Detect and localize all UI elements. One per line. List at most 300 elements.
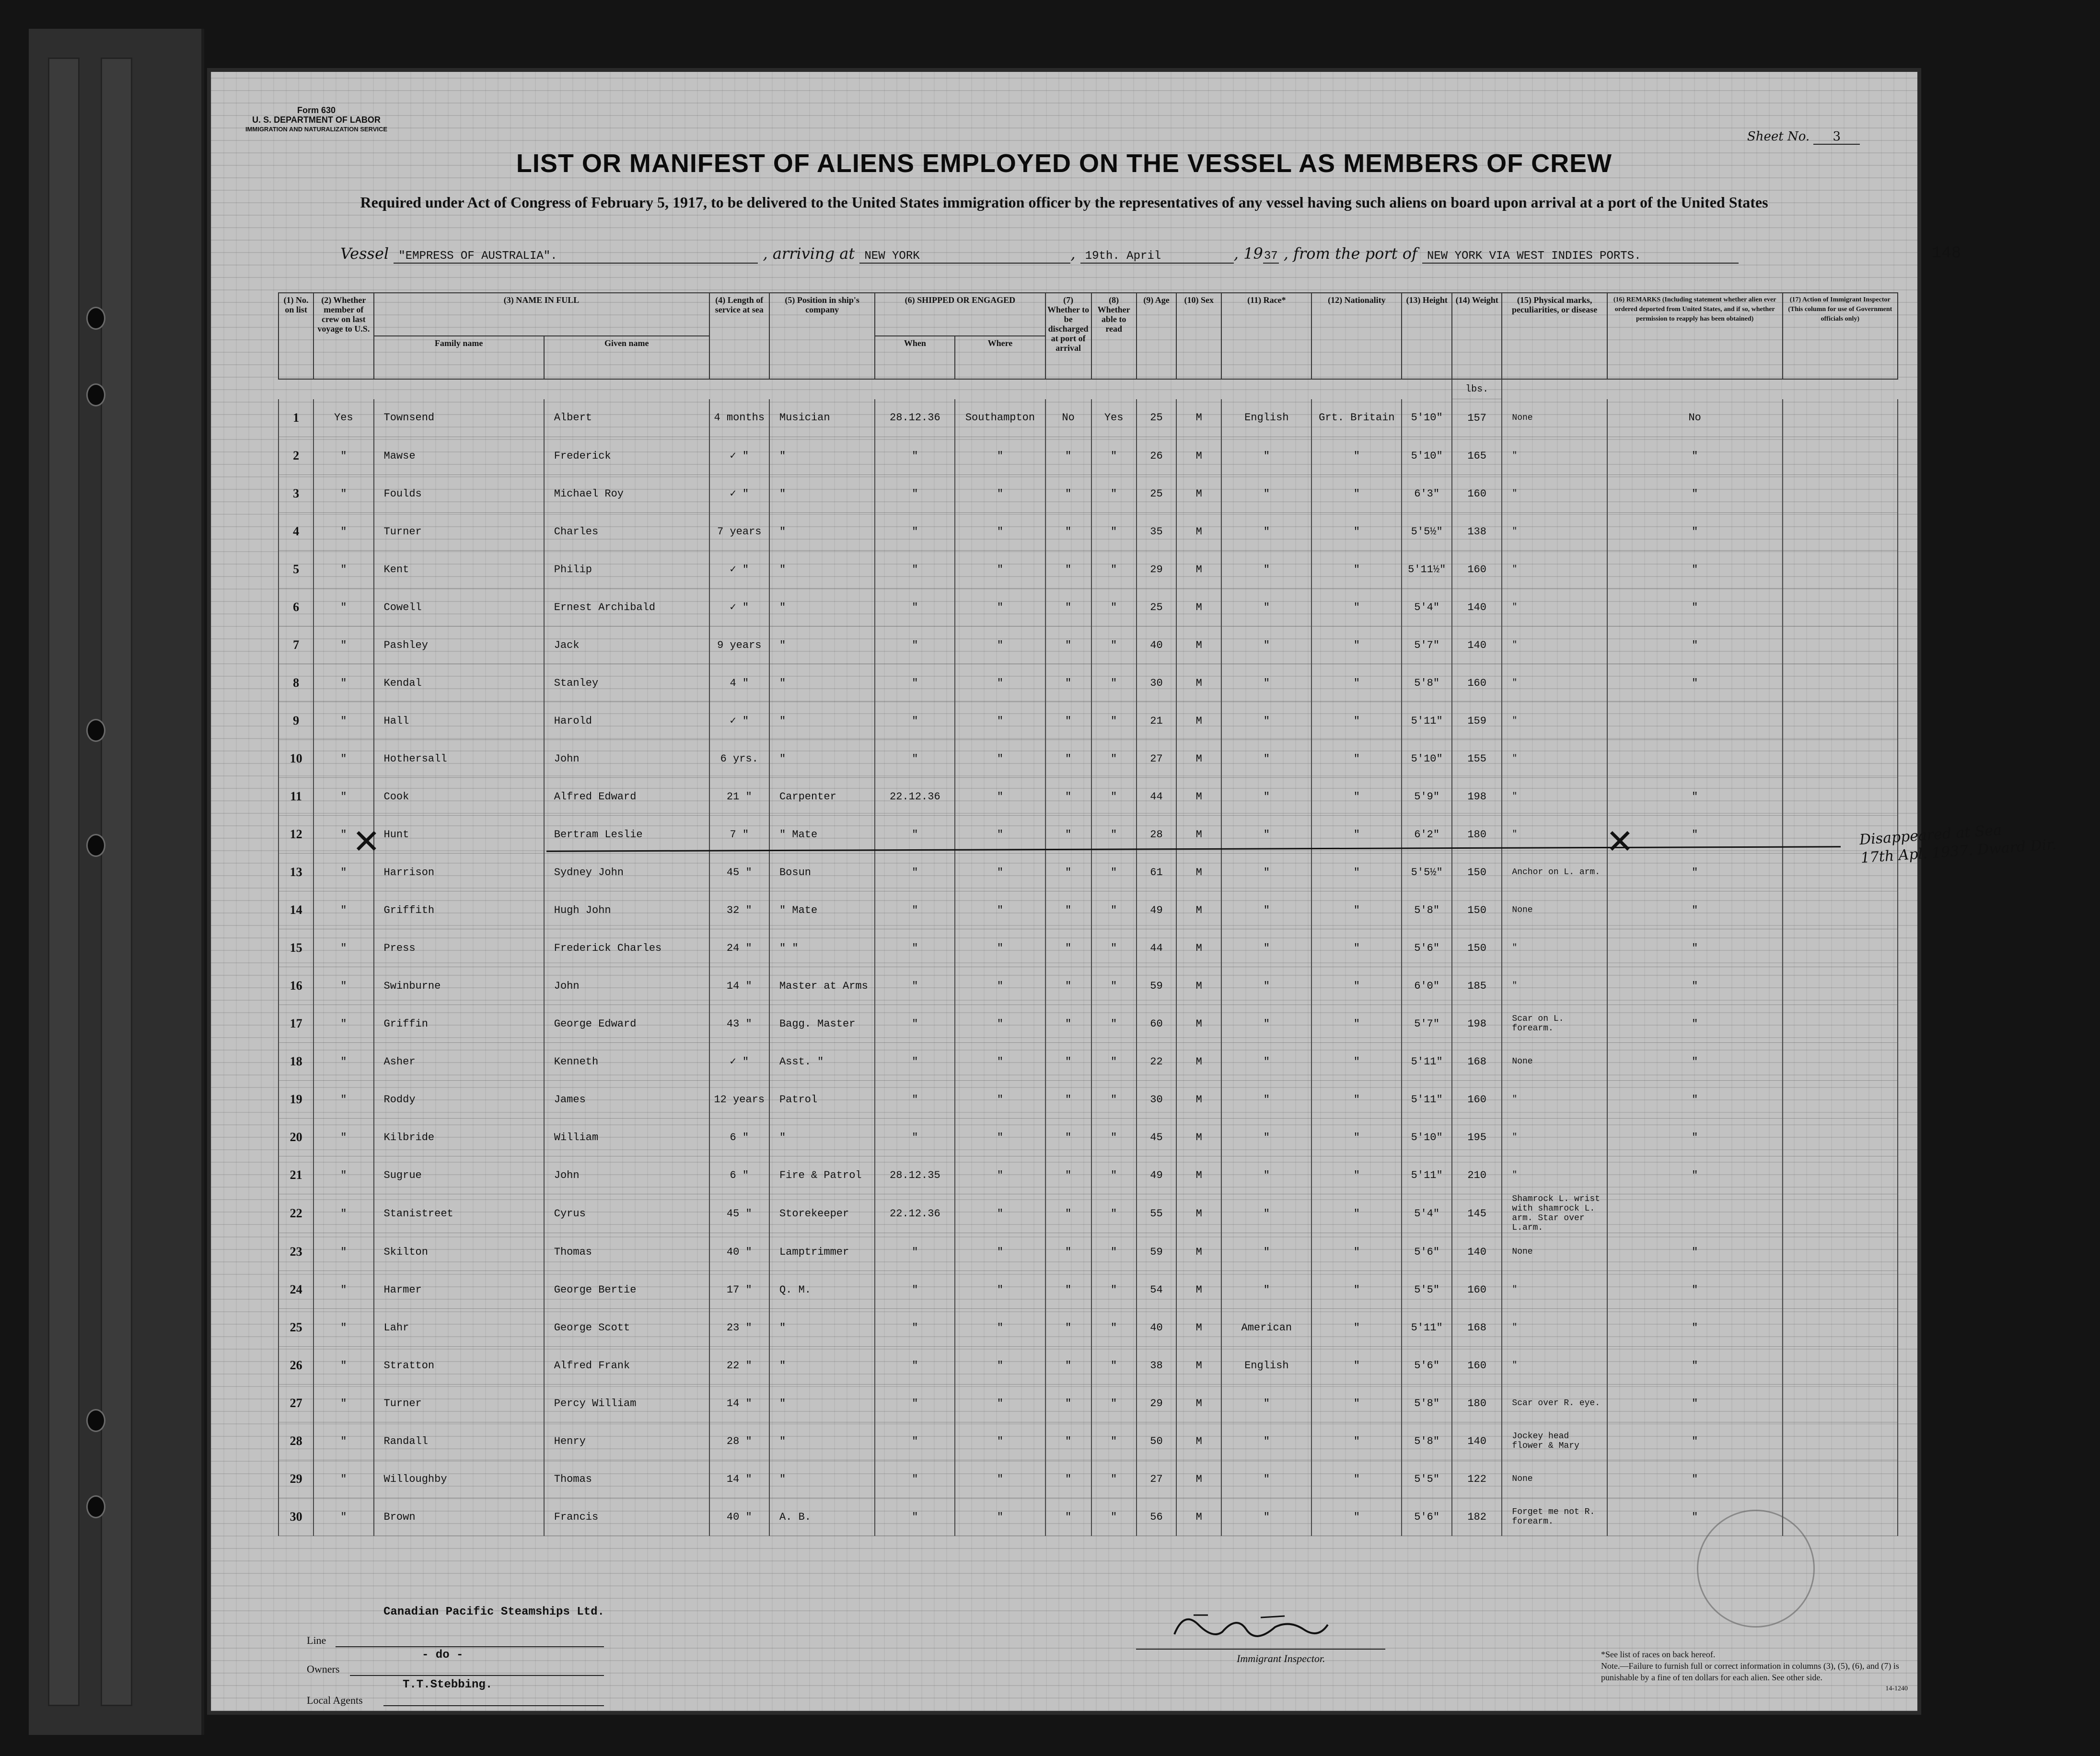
cell-given: Albert (544, 399, 709, 437)
cell-given: Thomas (544, 1460, 709, 1498)
cell-service: 24 " (709, 929, 769, 967)
cell-age: 26 (1137, 437, 1177, 475)
cell-disch: " (1045, 626, 1091, 664)
cell-weight: 160 (1452, 664, 1502, 702)
cell-age: 45 (1137, 1119, 1177, 1156)
cell-read: " (1091, 475, 1137, 513)
cell-where: " (955, 816, 1045, 854)
cell-sex: M (1176, 1498, 1221, 1536)
cell-race: English (1221, 1347, 1311, 1385)
cell-marks: None (1502, 1043, 1607, 1081)
cell-position: Q. M. (769, 1271, 875, 1309)
cell-nat: " (1311, 664, 1402, 702)
cell-where: " (955, 1422, 1045, 1460)
cell-height: 6'0" (1402, 967, 1451, 1005)
cell-action (1783, 1005, 1898, 1043)
table-row (278, 967, 1898, 1005)
cell-position: Bosun (769, 854, 875, 891)
cell-race: " (1221, 1156, 1311, 1194)
cell-height: 5'10" (1402, 437, 1451, 475)
cell-where: " (955, 1385, 1045, 1422)
punch-hole (86, 719, 105, 742)
cell-remarks: " (1607, 1156, 1783, 1194)
cell-when: " (875, 891, 955, 929)
cell-sex: M (1176, 891, 1221, 929)
cell-age: 29 (1137, 551, 1177, 589)
cell-family: Swinburne (374, 967, 544, 1005)
annotation-line1: Disappeared at Sea (1858, 821, 2003, 849)
stamp-number: 148 (1932, 244, 1961, 263)
cell-height: 5'4" (1402, 589, 1451, 626)
cell-height: 5'11½" (1402, 551, 1451, 589)
cell-position: " (769, 1460, 875, 1498)
cell-race: " (1221, 1385, 1311, 1422)
races-note: *See list of races on back hereof. (1601, 1650, 1716, 1659)
cell-disch: " (1045, 1460, 1091, 1498)
cell-remarks (1607, 1194, 1783, 1233)
cell-sex: M (1176, 1347, 1221, 1385)
cell-disch: " (1045, 475, 1091, 513)
cell-age: 28 (1137, 816, 1177, 854)
cell-nat: " (1311, 1460, 1402, 1498)
cell-remarks: " (1607, 589, 1783, 626)
cell-remarks: No (1607, 399, 1783, 437)
cell-read: " (1091, 1347, 1137, 1385)
cell-race: " (1221, 1194, 1311, 1233)
cell-sex: M (1176, 702, 1221, 740)
cell-read: " (1091, 1271, 1137, 1309)
cell-where: " (955, 778, 1045, 816)
cell-family: Randall (374, 1422, 544, 1460)
cell-sex: M (1176, 1119, 1221, 1156)
cell-last: " (313, 626, 373, 664)
cell-where: " (955, 664, 1045, 702)
cell-marks: " (1502, 702, 1607, 740)
cell-marks: " (1502, 1309, 1607, 1347)
cell-nat: " (1311, 967, 1402, 1005)
cell-disch: " (1045, 1156, 1091, 1194)
cell-family: Press (374, 929, 544, 967)
agents-label: Local Agents (307, 1694, 363, 1706)
cell-family: Asher (374, 1043, 544, 1081)
cell-when: " (875, 1460, 955, 1498)
cell-read: " (1091, 1043, 1137, 1081)
cell-disch: " (1045, 664, 1091, 702)
cell-nat: " (1311, 702, 1402, 740)
cell-no: 12 (278, 816, 313, 854)
table-row (278, 1460, 1898, 1498)
cell-weight: 150 (1452, 891, 1502, 929)
table-body (278, 399, 1898, 1536)
cell-weight: 140 (1452, 1233, 1502, 1271)
cell-position: Asst. " (769, 1043, 875, 1081)
cell-action (1783, 1422, 1898, 1460)
cell-race: English (1221, 399, 1311, 437)
cell-position: " (769, 740, 875, 778)
cell-height: 5'10" (1402, 399, 1451, 437)
cell-race: " (1221, 816, 1311, 854)
cell-read: " (1091, 513, 1137, 551)
cell-given: Stanley (544, 664, 709, 702)
cell-sex: M (1176, 399, 1221, 437)
cell-weight: 140 (1452, 626, 1502, 664)
cell-where: " (955, 589, 1045, 626)
table-row (278, 626, 1898, 664)
cell-no: 11 (278, 778, 313, 816)
cell-marks: Anchor on L. arm. (1502, 854, 1607, 891)
table-row (278, 702, 1898, 740)
cell-service: 22 " (709, 1347, 769, 1385)
cell-read: " (1091, 1005, 1137, 1043)
cell-no: 22 (278, 1194, 313, 1233)
cell-read: " (1091, 1422, 1137, 1460)
cell-last: " (313, 1043, 373, 1081)
cell-no: 4 (278, 513, 313, 551)
cell-service: 45 " (709, 1194, 769, 1233)
cell-age: 30 (1137, 664, 1177, 702)
table-row (278, 1119, 1898, 1156)
cell-read: Yes (1091, 399, 1137, 437)
cell-remarks: " (1607, 816, 1783, 854)
cell-no: 6 (278, 589, 313, 626)
cell-sex: M (1176, 1156, 1221, 1194)
cell-height: 5'8" (1402, 1385, 1451, 1422)
cell-family: Brown (374, 1498, 544, 1536)
cell-action (1783, 1460, 1898, 1498)
cell-no: 17 (278, 1005, 313, 1043)
binder-fold (48, 58, 80, 1706)
cell-read: " (1091, 854, 1137, 891)
cell-where: " (955, 967, 1045, 1005)
cell-last: " (313, 1385, 373, 1422)
cell-age: 35 (1137, 513, 1177, 551)
header-remarks: (16) REMARKS (Including statement whether alien ever ordered deported from United States, and if so, whether permission to reapply has been obtained) (1607, 293, 1783, 379)
table-row (278, 1156, 1898, 1194)
cell-nat: " (1311, 475, 1402, 513)
agent-value-block (403, 1678, 492, 1691)
cell-nat: " (1311, 740, 1402, 778)
cell-position: Master at Arms (769, 967, 875, 1005)
cell-service: 6 yrs. (709, 740, 769, 778)
cell-service: 7 years (709, 513, 769, 551)
cell-read: " (1091, 891, 1137, 929)
cell-last: " (313, 702, 373, 740)
cell-given: Harold (544, 702, 709, 740)
cell-family: Harmer (374, 1271, 544, 1309)
cell-height: 6'3" (1402, 475, 1451, 513)
cell-given: Bertram Leslie (544, 816, 709, 854)
table-row (278, 1309, 1898, 1347)
cell-no: 26 (278, 1347, 313, 1385)
cell-action (1783, 1081, 1898, 1119)
header-nationality: (12) Nationality (1311, 293, 1402, 379)
agents-underline (383, 1705, 604, 1706)
cell-when: " (875, 854, 955, 891)
cell-nat: " (1311, 589, 1402, 626)
cell-nat: " (1311, 929, 1402, 967)
table-row (278, 513, 1898, 551)
cell-race: " (1221, 626, 1311, 664)
cell-last: " (313, 740, 373, 778)
cell-sex: M (1176, 740, 1221, 778)
cell-no: 27 (278, 1385, 313, 1422)
arrival-date: 19th. April (1080, 250, 1234, 264)
cell-when: " (875, 1309, 955, 1347)
cell-height: 5'5½" (1402, 854, 1451, 891)
cell-weight: 160 (1452, 551, 1502, 589)
cell-age: 25 (1137, 589, 1177, 626)
cell-given: Charles (544, 513, 709, 551)
cell-family: Kent (374, 551, 544, 589)
cell-marks: None (1502, 891, 1607, 929)
table-row (278, 551, 1898, 589)
cell-disch: " (1045, 1043, 1091, 1081)
cell-weight: 198 (1452, 1005, 1502, 1043)
cell-marks: Jockey head flower & Mary (1502, 1422, 1607, 1460)
cell-no: 20 (278, 1119, 313, 1156)
cell-age: 61 (1137, 854, 1177, 891)
cell-no: 1 (278, 399, 313, 437)
cell-height: 5'11" (1402, 1081, 1451, 1119)
cell-family: Kilbride (374, 1119, 544, 1156)
cell-service: 6 " (709, 1119, 769, 1156)
cell-last: " (313, 1156, 373, 1194)
cell-disch: " (1045, 1309, 1091, 1347)
cell-height: 5'11" (1402, 702, 1451, 740)
cell-nat: " (1311, 1156, 1402, 1194)
cell-action (1783, 437, 1898, 475)
cell-weight: 150 (1452, 854, 1502, 891)
cell-action (1783, 589, 1898, 626)
header-action: (17) Action of Immigrant Inspector (This column for use of Government officials only) (1783, 293, 1898, 379)
cell-age: 21 (1137, 702, 1177, 740)
cell-family: Hothersall (374, 740, 544, 778)
cell-where: " (955, 1119, 1045, 1156)
cell-sex: M (1176, 1005, 1221, 1043)
vessel-name: "EMPRESS OF AUSTRALIA". (394, 250, 758, 264)
cell-weight: 195 (1452, 1119, 1502, 1156)
cell-no: 19 (278, 1081, 313, 1119)
cell-family: Turner (374, 513, 544, 551)
cell-where: " (955, 1233, 1045, 1271)
print-code: 14-1240 (1885, 1685, 1908, 1692)
cell-sex: M (1176, 589, 1221, 626)
cell-sex: M (1176, 816, 1221, 854)
cell-service: 4 " (709, 664, 769, 702)
annotation-date: 17th Apl. 1937. (1860, 842, 1973, 867)
cell-age: 27 (1137, 740, 1177, 778)
cell-race: " (1221, 854, 1311, 891)
cell-where: " (955, 1005, 1045, 1043)
cell-last: " (313, 891, 373, 929)
cell-disch: " (1045, 929, 1091, 967)
cell-last: " (313, 589, 373, 626)
cell-service: ✓ " (709, 1043, 769, 1081)
agent-value: T.T.Stebbing. (403, 1678, 493, 1691)
cell-remarks: " (1607, 1081, 1783, 1119)
cell-marks: " (1502, 1081, 1607, 1119)
cell-sex: M (1176, 1233, 1221, 1271)
cell-marks: " (1502, 589, 1607, 626)
official-seal (1697, 1510, 1815, 1628)
arrival-year: 37 (1264, 250, 1278, 263)
cell-disch: " (1045, 740, 1091, 778)
cell-service: 45 " (709, 854, 769, 891)
cell-where: " (955, 551, 1045, 589)
cell-sex: M (1176, 1309, 1221, 1347)
header-read: (8) Whether able to read (1091, 293, 1137, 379)
cell-when: " (875, 589, 955, 626)
vessel-details: Vessel "EMPRESS OF AUSTRALIA". , arriving at NEW YORK , 19th. April , 1937 , from the port of NEW YORK VIA WEST INDIES PORTS. (340, 244, 1739, 264)
cell-family: Townsend (374, 399, 544, 437)
cell-remarks: " (1607, 1271, 1783, 1309)
cell-action (1783, 1233, 1898, 1271)
cell-marks: " (1502, 740, 1607, 778)
cell-position: A. B. (769, 1498, 875, 1536)
cell-service: 21 " (709, 778, 769, 816)
owners-underline (350, 1675, 604, 1676)
cell-position: " (769, 513, 875, 551)
cell-age: 27 (1137, 1460, 1177, 1498)
cell-when: " (875, 1422, 955, 1460)
cell-disch: " (1045, 1385, 1091, 1422)
cell-action (1783, 1385, 1898, 1422)
cell-no: 24 (278, 1271, 313, 1309)
cell-race: " (1221, 1005, 1311, 1043)
header-no: (1) No. on list (278, 293, 313, 379)
cell-race: " (1221, 929, 1311, 967)
cell-nat: " (1311, 854, 1402, 891)
cell-where: " (955, 1156, 1045, 1194)
cell-no: 14 (278, 891, 313, 929)
table-row (278, 778, 1898, 816)
cell-when: 22.12.36 (875, 1194, 955, 1233)
table-row (278, 1271, 1898, 1309)
cell-action (1783, 1119, 1898, 1156)
cell-race: " (1221, 1119, 1311, 1156)
cell-given: Frederick Charles (544, 929, 709, 967)
cell-age: 29 (1137, 1385, 1177, 1422)
cell-family: Hunt (374, 816, 544, 854)
owners-field (307, 1663, 339, 1675)
cell-nat: " (1311, 1194, 1402, 1233)
header-height: (13) Height (1402, 293, 1451, 379)
cell-age: 44 (1137, 778, 1177, 816)
table-row (278, 1081, 1898, 1119)
cell-given: John (544, 1156, 709, 1194)
table-header (278, 293, 1898, 399)
cell-position: " (769, 1422, 875, 1460)
cell-nat: " (1311, 778, 1402, 816)
cell-action (1783, 475, 1898, 513)
cell-given: George Scott (544, 1309, 709, 1347)
cell-given: Sydney John (544, 854, 709, 891)
cell-weight: 180 (1452, 1385, 1502, 1422)
cell-family: Kendal (374, 664, 544, 702)
cell-height: 5'5" (1402, 1460, 1451, 1498)
cell-age: 30 (1137, 1081, 1177, 1119)
cell-read: " (1091, 551, 1137, 589)
cell-height: 5'5" (1402, 1271, 1451, 1309)
header-name: (3) NAME IN FULL (374, 293, 709, 336)
cell-disch: " (1045, 1498, 1091, 1536)
cell-action (1783, 551, 1898, 589)
cell-when: " (875, 967, 955, 1005)
cell-when: " (875, 702, 955, 740)
cell-last: " (313, 1347, 373, 1385)
sheet-number (1747, 129, 1860, 144)
cell-action (1783, 1271, 1898, 1309)
cell-position: Lamptrimmer (769, 1233, 875, 1271)
cell-family: Foulds (374, 475, 544, 513)
cell-disch: No (1045, 399, 1091, 437)
cell-family: Sugrue (374, 1156, 544, 1194)
cell-read: " (1091, 437, 1137, 475)
cell-age: 49 (1137, 891, 1177, 929)
cell-action (1783, 891, 1898, 929)
cell-weight: 160 (1452, 1347, 1502, 1385)
cell-race: " (1221, 1081, 1311, 1119)
cell-height: 5'6" (1402, 1233, 1451, 1271)
cell-sex: M (1176, 475, 1221, 513)
cell-remarks: " (1607, 1005, 1783, 1043)
cell-position: " (769, 626, 875, 664)
cell-age: 59 (1137, 967, 1177, 1005)
cell-action (1783, 399, 1898, 437)
cell-nat: " (1311, 1043, 1402, 1081)
cell-last: " (313, 513, 373, 551)
cell-read: " (1091, 664, 1137, 702)
cell-position: " (769, 702, 875, 740)
table-row (278, 740, 1898, 778)
cell-read: " (1091, 1309, 1137, 1347)
cell-disch: " (1045, 854, 1091, 891)
cell-where: " (955, 1194, 1045, 1233)
cell-remarks: " (1607, 1043, 1783, 1081)
cell-read: " (1091, 967, 1137, 1005)
cell-disch: " (1045, 816, 1091, 854)
cell-given: Jack (544, 626, 709, 664)
cell-read: " (1091, 1081, 1137, 1119)
cell-race: " (1221, 1498, 1311, 1536)
cell-weight: 168 (1452, 1043, 1502, 1081)
cell-remarks: " (1607, 778, 1783, 816)
cell-service: 40 " (709, 1498, 769, 1536)
cell-age: 54 (1137, 1271, 1177, 1309)
cell-race: " (1221, 437, 1311, 475)
arriving-label: , arriving at (763, 244, 855, 263)
cell-weight: 180 (1452, 816, 1502, 854)
crew-manifest-table (278, 292, 1898, 1536)
cell-when: 28.12.35 (875, 1156, 955, 1194)
cell-weight: 160 (1452, 1271, 1502, 1309)
cell-service: 12 years (709, 1081, 769, 1119)
cell-age: 40 (1137, 626, 1177, 664)
cell-height: 5'5½" (1402, 513, 1451, 551)
table-row (278, 929, 1898, 967)
cell-read: " (1091, 1498, 1137, 1536)
cell-read: " (1091, 1233, 1137, 1271)
cell-remarks (1607, 702, 1783, 740)
header-last-voyage: (2) Whether member of crew on last voyage to U.S. (313, 293, 373, 379)
cell-nat: " (1311, 1347, 1402, 1385)
cell-action (1783, 1156, 1898, 1194)
cell-position: " (769, 475, 875, 513)
cell-action (1783, 626, 1898, 664)
cell-read: " (1091, 778, 1137, 816)
cell-where: " (955, 1498, 1045, 1536)
year-prefix: 19 (1243, 244, 1263, 263)
